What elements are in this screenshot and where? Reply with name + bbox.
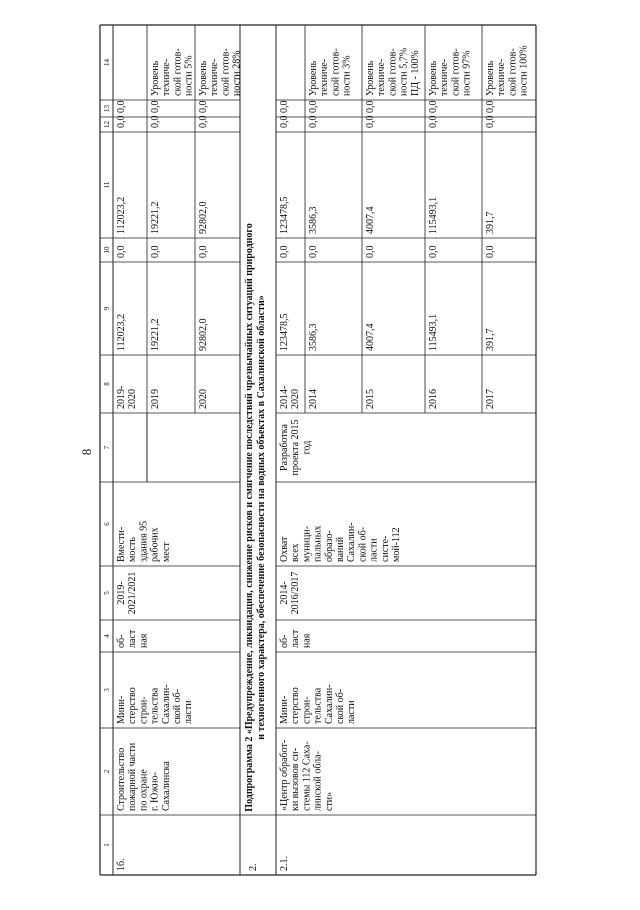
row16-result-line: ности 28% [231,50,243,96]
row21-other [279,101,290,114]
row16-other [198,101,209,114]
row21-local [279,116,290,129]
row21-federal [308,246,319,259]
row21-name-line: стемы 112 Саха- [301,741,313,811]
row16-year-line: 2019 [150,389,161,409]
row21-total [428,314,439,351]
row21-name-line: ки вызовов си- [290,747,302,811]
row21-other [428,101,439,114]
row16-period-line: 2021/2021 [127,571,139,615]
row2-number [248,864,259,872]
row16-result-line: ской готов- [220,48,232,96]
row16-other-line: 0,0 [198,100,209,113]
row16-other [116,101,127,114]
row16-period [116,572,138,615]
row21-design [279,419,312,475]
row21-year [279,386,301,409]
row21-regional-line: 123478,5 [279,196,290,234]
row16-result-line: ности 5% [183,55,195,96]
row21-result-line: техниче- [496,58,508,96]
row21-other-line: 0,0 [365,100,376,113]
row16-executor-line: строи- [138,696,150,724]
row16-federal-line: 0,0 [150,245,161,258]
row21-number [279,856,290,871]
row21-result-line: ПД - 100% [409,50,421,96]
row21-total [365,324,376,352]
row21-result-line: ской готов- [507,48,519,96]
row16-period-line: 2019- [116,581,127,605]
row21-result [365,48,421,96]
row16-executor-line: тельства [149,687,161,724]
row21-executor-line: строи- [301,696,313,724]
row16-local [150,116,161,129]
row21-executor-line: стерство [290,687,302,724]
row16-regional-line: 19221,2 [150,201,161,234]
subprogram-title-line: Подпрограмма 2 «Предупреждение, ликвидация, снижение рисков и смягчение последствий чрезвычайных ситуаций природного [244,223,255,812]
row21-federal-line: 0,0 [308,245,319,258]
row21-federal-line: 0,0 [428,245,439,258]
row21-result-line: ности 5,7% [398,47,410,96]
row21-budget-line: об- [279,634,290,648]
row21-coverage-line: муници- [301,525,313,562]
row16-regional [198,202,209,235]
row2-number-line: 2. [248,863,259,871]
row21-period-line: 2016/2017 [290,571,302,615]
row21-result [308,48,353,96]
row21-local-line: 0,0 [485,115,496,128]
row16-result [198,48,243,96]
row21-coverage-line: образо- [323,530,335,562]
subprogram-title-line: и техногенного характера, обеспечение безопасности на водных объектах в Сахалинской области» [256,295,267,740]
row21-executor [279,684,357,724]
row21-regional [428,197,439,234]
row21-federal-line: 0,0 [365,245,376,258]
row21-regional-line: 391,7 [485,211,496,234]
row21-year-line: 2016 [428,389,439,409]
row21-number-line: 2.1. [279,856,290,871]
row16-result-line: Уровень [198,60,209,96]
row21-period-line: 2014- [279,581,290,605]
row16-capacity-line: мест [160,542,172,562]
column-number-4: 4 [103,634,111,638]
row21-result-line: ности 97% [461,50,473,96]
row16-federal [150,246,161,259]
row21-period [279,572,301,615]
row21-executor-line: ласти [346,700,358,724]
column-number-13: 13 [103,105,111,112]
row21-regional [485,212,496,235]
row16-local [116,116,127,129]
row21-result-line: ской готов- [387,48,399,96]
row21-result-line: Уровень [365,60,376,96]
row16-result-line: техниче- [209,58,221,96]
row21-year [365,389,376,409]
row21-budget [279,629,312,648]
row16-total [150,319,161,352]
row16-capacity-line: рабочих [149,527,161,562]
row16-year-line: 2020 [198,389,209,409]
row21-year-line: 2014- [279,385,290,409]
row16-budget-line: ласт [127,629,139,648]
column-number-2: 2 [103,769,111,774]
row21-total [308,324,319,352]
row21-total-line: 391,7 [485,328,496,351]
row16-executor-line: стерство [127,687,139,724]
row21-coverage-line: всех [290,543,302,562]
column-number-5: 5 [103,591,111,595]
column-number-12: 12 [103,121,111,128]
row21-federal [279,246,290,259]
column-number-8: 8 [103,382,111,386]
row21-total [485,329,496,352]
row16-year-line: 2019- [116,385,127,409]
column-number-6: 6 [103,522,111,526]
row16-name-line: Сахалинска [160,761,172,811]
row21-coverage [279,522,402,562]
row21-federal [485,246,496,259]
row21-local [428,116,439,129]
row21-regional-line: 4007,4 [365,206,376,234]
row21-coverage-line: систе- [379,535,391,562]
row21-coverage-line: ласти [368,538,380,562]
row21-regional-line: 3586,3 [308,206,319,234]
row16-result [150,48,195,96]
row16-federal-line: 0,0 [116,245,127,258]
row21-executor-line: Мини- [279,695,290,724]
row16-federal [198,246,209,259]
row21-result-line: ской готов- [330,48,342,96]
column-number-10: 10 [103,246,111,254]
row16-regional-line: 112023,2 [116,196,127,234]
row21-result-line: Уровень [428,60,439,96]
row16-name-line: Строительство [116,747,127,811]
row16-capacity-line: здания 95 [138,520,150,562]
row21-year [428,389,439,409]
row16-local [198,116,209,129]
row16-total [198,319,209,352]
row16-local-line: 0,0 [116,115,127,128]
column-number-3: 3 [103,688,111,692]
data-table [100,25,536,875]
row16-capacity-line: Вмести- [116,526,127,562]
row16-budget-line: ная [138,633,150,648]
row16-budget-line: об- [116,634,127,648]
row21-year [485,389,496,409]
row21-other-line: 0,0 [485,100,496,113]
row16-regional [150,202,161,235]
row16-year [198,389,209,409]
row21-year-line: 2017 [485,389,496,409]
row16-regional [116,197,127,234]
row16-year [150,389,161,409]
row16-capacity-line: мость [127,537,139,562]
row16-executor [116,684,194,724]
row21-other-line: 0,0 [428,100,439,113]
row21-federal [428,246,439,259]
row21-local [485,116,496,129]
column-number-11: 11 [103,181,111,189]
column-number-14: 14 [103,59,111,66]
row16-result-line: техниче- [161,58,173,96]
row21-year-line: 2014 [308,389,319,409]
row21-result-line: техниче- [439,58,451,96]
row16-local-line: 0,0 [150,115,161,128]
row21-other [308,101,319,114]
row21-coverage-line: ваний [335,536,346,562]
row16-number [116,858,127,871]
row21-local-line: 0,0 [428,115,439,128]
row16-name-line: пожарной части [127,742,139,811]
row21-regional [308,207,319,235]
row16-total-line: 19221,2 [150,318,161,351]
row16-budget [116,629,149,648]
row16-federal-line: 0,0 [198,245,209,258]
row16-number-line: 1б. [116,858,127,871]
row21-name-line: сти» [323,791,335,811]
row21-total [279,314,290,352]
row21-name [279,740,335,811]
column-number-1: 1 [103,843,111,847]
row21-budget-line: ная [301,633,313,648]
row16-executor-line: Мини- [116,695,127,724]
row16-local-line: 0,0 [198,115,209,128]
row16-regional-line: 92802,0 [198,201,209,234]
row21-federal-line: 0,0 [279,245,290,258]
row21-regional-line: 115493,1 [428,196,439,234]
row21-local [308,116,319,129]
row16-federal [116,246,127,259]
row21-coverage-line: пальных [312,525,324,562]
row16-name-line: г. Южно- [149,772,161,811]
row16-total-line: 92802,0 [198,318,209,351]
row21-regional [365,207,376,235]
row21-executor-line: Сахалин- [323,684,335,724]
row21-result-line: ской готов- [450,48,462,96]
row16-name [116,742,172,811]
row21-budget-line: ласт [290,629,302,648]
row21-total-line: 115493,1 [428,313,439,351]
row21-coverage-line: мой-112 [391,527,402,562]
row21-result [485,45,530,96]
row21-year-line: 2015 [365,389,376,409]
row16-other-line: 0,0 [116,100,127,113]
row16-executor-line: ской об- [172,688,183,724]
row21-local-line: 0,0 [365,115,376,128]
row21-total-line: 123478,5 [279,313,290,351]
row16-result-line: Уровень [150,60,161,96]
row21-regional [279,197,290,235]
row21-name-line: «Центр обработ- [279,739,290,811]
row21-executor-line: тельства [312,687,324,724]
row21-design-line: год [301,440,313,455]
row21-coverage-line: Охват [279,536,290,562]
row16-capacity [116,521,172,562]
row16-executor-line: ласти [183,700,195,724]
row21-other-line: 0,0 [308,100,319,113]
row21-local [365,116,376,129]
row21-result [428,48,473,96]
page-number: 8 [79,448,94,456]
row16-other-line: 0,0 [150,100,161,113]
row21-year [308,389,319,409]
row21-result-line: техниче- [319,58,331,96]
row21-federal-line: 0,0 [485,245,496,258]
column-number-9: 9 [103,306,111,311]
row16-result-line: ской готов- [172,48,184,96]
row21-result-line: Уровень [308,60,319,96]
row21-coverage-line: ской об- [357,526,369,562]
row21-federal [365,246,376,259]
row16-year-line: 2020 [127,389,139,409]
row21-result-line: ности 3% [341,55,353,96]
row21-name-line: линской обла- [312,751,324,811]
row16-total-line: 112023,2 [116,313,127,351]
row21-total-line: 4007,4 [365,323,376,351]
row21-local-line: 0,0 [279,115,290,128]
row21-result-line: Уровень [485,60,496,96]
row21-design-line: Разработка [279,424,290,471]
row16-other [150,101,161,114]
row16-executor-line: Сахалин- [160,684,172,724]
row21-year-line: 2020 [290,389,302,409]
row21-result-line: техниче- [376,58,388,96]
row21-design-line: проекта 2015 [290,419,302,476]
row21-local-line: 0,0 [308,115,319,128]
row21-other-line: 0,0 [279,100,290,113]
row21-executor-line: ской об- [335,688,346,724]
row21-coverage-line: Сахалин- [346,522,358,562]
row21-result-line: ности 100% [518,45,530,96]
row21-total-line: 3586,3 [308,323,319,351]
column-number-7: 7 [103,445,111,450]
row16-name-line: по охране [138,769,150,811]
row21-other [485,101,496,114]
row16-total [116,314,127,351]
row21-other [365,101,376,114]
row16-year [116,386,138,409]
